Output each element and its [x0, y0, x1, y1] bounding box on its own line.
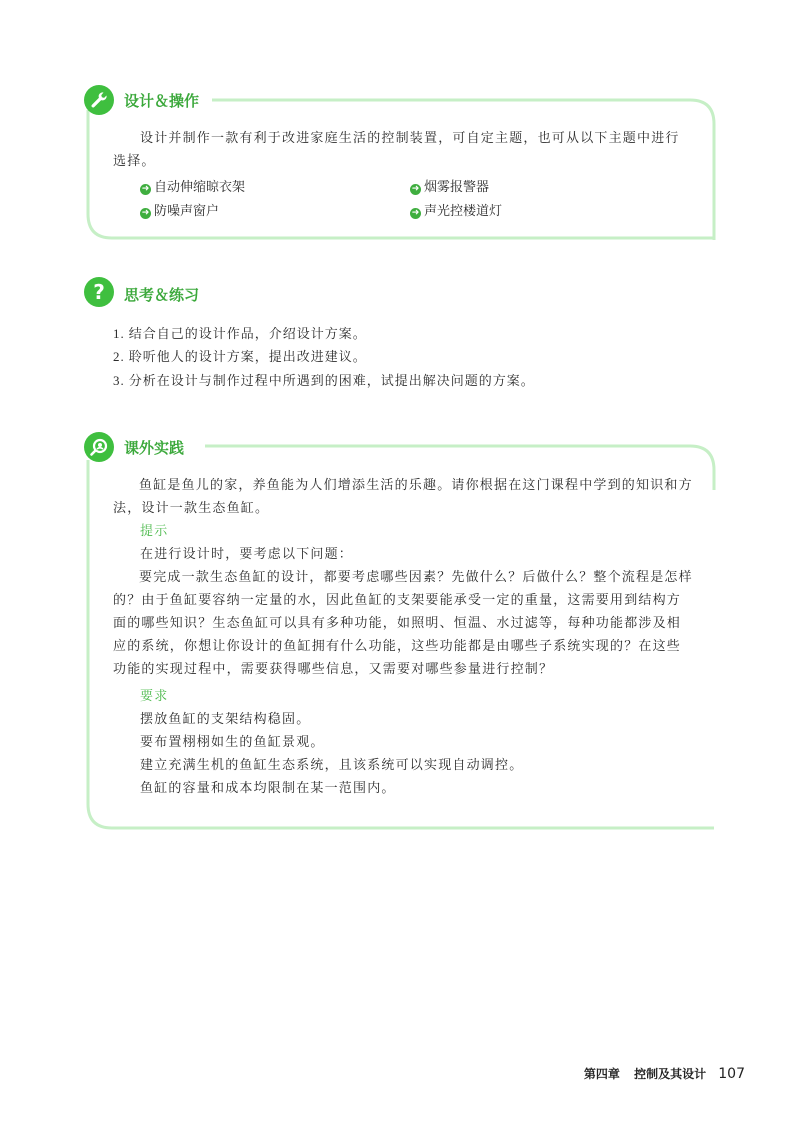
requirement-item: 要布置栩栩如生的鱼缸景观。 — [140, 735, 325, 750]
requirement-item: 建立充满生机的鱼缸生态系统，且该系统可以实现自动调控。 — [140, 758, 524, 773]
magnifier-icon — [84, 432, 114, 462]
design-option: ➜ 声光控楼道灯 — [411, 204, 503, 219]
footer-title: 控制及其设计 — [634, 1067, 707, 1081]
requirement-item: 摆放鱼缸的支架结构稳固。 — [140, 712, 311, 727]
arrow-right-icon: ➜ — [411, 208, 420, 218]
think-title: 思考＆练习 — [124, 286, 200, 304]
list-item: 1. 结合自己的设计作品，介绍设计方案。 — [113, 326, 367, 342]
hint-label: 提示 — [140, 524, 169, 539]
list-item: 2. 聆听他人的设计方案，提出改进建议。 — [113, 349, 367, 365]
design-paragraph-line1: 设计并制作一款有利于改进家庭生活的控制装置，可自定主题，也可从以下主题中进行 — [140, 131, 680, 146]
arrow-right-icon: ➜ — [411, 184, 420, 194]
page-footer — [584, 1065, 745, 1082]
design-title: 设计＆操作 — [124, 92, 200, 110]
arrow-right-icon: ➜ — [141, 184, 150, 194]
design-paragraph-line2: 选择。 — [113, 154, 156, 169]
hint-body: 要完成一款生态鱼缸的设计，都要考虑哪些因素？先做什么？后做什么？整个流程是怎样的？由于鱼缸要容纳一定量的水，因此鱼缸的支架要能承受一定的重量，这需要用到结构方面的哪些知识？生态鱼缸可以具有多种功能，如照明、恒温、水过滤等，每种功能都涉及相应的系统，你想让你设计的鱼缸拥有什么功能，这些功能都是由哪些子系统实现的？在这些功能的实现过程中，需要获得哪些信息，又需要对哪些参量进行控制？ — [113, 570, 693, 677]
practice-title: 课外实践 — [124, 439, 185, 457]
practice-intro: 鱼缸是鱼儿的家，养鱼能为人们增添生活的乐趣。请你根据在这门课程中学到的知识和方法，设计一款生态鱼缸。 — [113, 478, 693, 516]
page-number: 107 — [718, 1066, 745, 1082]
question-icon: ? — [84, 277, 114, 307]
design-option: ➜ 烟雾报警器 — [411, 180, 490, 195]
hint-lead: 在进行设计时，要考虑以下问题： — [140, 547, 354, 562]
design-option: ➜ 防噪声窗户 — [141, 204, 220, 219]
list-item: 3. 分析在设计与制作过程中所遇到的困难，试提出解决问题的方案。 — [113, 373, 535, 389]
design-option: ➜ 自动伸缩晾衣架 — [141, 180, 246, 195]
arrow-right-icon: ➜ — [141, 208, 150, 218]
requirements-label: 要求 — [140, 689, 169, 704]
footer-chapter: 第四章 — [583, 1067, 620, 1081]
requirement-item: 鱼缸的容量和成本均限制在某一范围内。 — [140, 781, 396, 796]
